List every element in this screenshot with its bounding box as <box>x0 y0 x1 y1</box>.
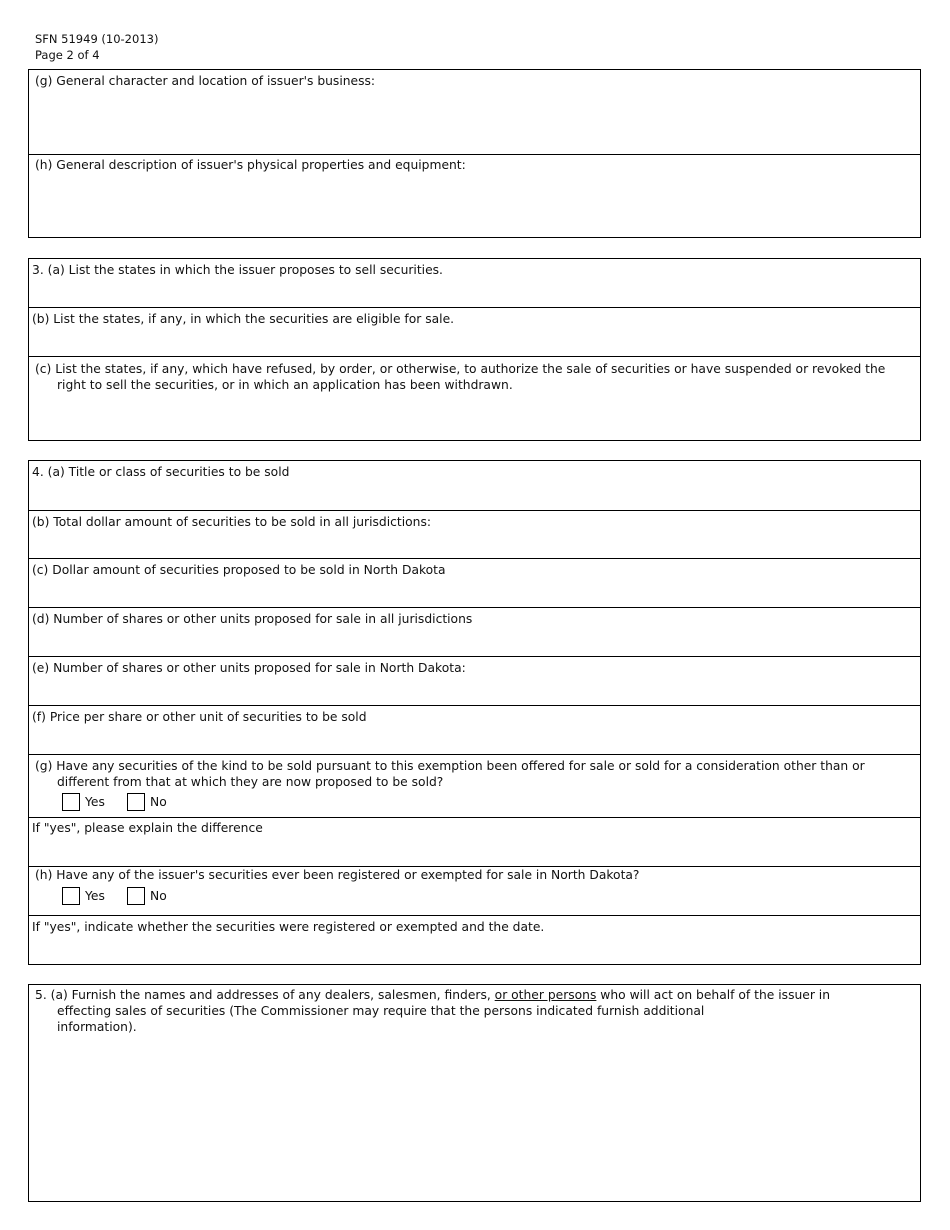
field-4d-label: (d) Number of shares or other units proposed for sale in all jurisdictions <box>32 612 473 626</box>
field-4b-label: (b) Total dollar amount of securities to be sold in all jurisdictions: <box>32 515 431 529</box>
field-5a-underlined: or other persons <box>494 988 597 1002</box>
section-4-box <box>28 460 921 965</box>
field-4h-indicate[interactable] <box>29 915 920 964</box>
checkbox-4h-yes-label: Yes <box>85 889 105 903</box>
field-4e-label: (e) Number of shares or other units proposed for sale in North Dakota: <box>32 661 466 675</box>
page-number: Page 2 of 4 <box>35 48 100 62</box>
field-2h-label: (h) General description of issuer's physical properties and equipment: <box>35 158 466 172</box>
question-4g <box>29 754 920 818</box>
field-3c-line2: right to sell the securities, or in which an application has been withdrawn. <box>57 378 513 392</box>
field-4a[interactable] <box>29 461 920 510</box>
field-3c-label <box>35 361 890 393</box>
field-5a-line3: information). <box>57 1020 137 1034</box>
field-5a-line2: effecting sales of securities (The Commissioner may require that the persons indicated furnish additional <box>57 1004 705 1018</box>
field-3a-label: 3. (a) List the states in which the issuer proposes to sell securities. <box>32 263 443 277</box>
field-2h[interactable] <box>29 154 920 237</box>
field-4g-explain-label: If "yes", please explain the difference <box>32 821 263 835</box>
field-4f-label: (f) Price per share or other unit of securities to be sold <box>32 710 367 724</box>
field-4a-label: 4. (a) Title or class of securities to be sold <box>32 465 290 479</box>
field-4f[interactable] <box>29 705 920 754</box>
field-4h-indicate-label: If "yes", indicate whether the securities were registered or exempted and the date. <box>32 920 545 934</box>
question-4g-line2: different from that at which they are now proposed to be sold? <box>57 775 444 789</box>
field-3c[interactable] <box>29 356 920 440</box>
field-2g[interactable] <box>29 70 920 154</box>
checkbox-4g-yes-label: Yes <box>85 795 105 809</box>
field-5a-label <box>35 987 890 1035</box>
section-3-box <box>28 258 921 441</box>
question-4g-line1: (g) Have any securities of the kind to be sold pursuant to this exemption been offered for sale or sold for a consideration other than or <box>35 759 865 773</box>
field-4d[interactable] <box>29 607 920 656</box>
field-4b[interactable] <box>29 510 920 559</box>
field-3b[interactable] <box>29 307 920 356</box>
field-4g-explain[interactable] <box>29 817 920 866</box>
checkbox-4g-no-label: No <box>150 795 167 809</box>
field-4c[interactable] <box>29 558 920 607</box>
section-5-box[interactable] <box>28 984 921 1202</box>
form-number: SFN 51949 (10-2013) <box>35 32 159 46</box>
field-4e[interactable] <box>29 656 920 705</box>
section-2-box <box>28 69 921 238</box>
field-2g-label: (g) General character and location of issuer's business: <box>35 74 376 88</box>
field-3a[interactable] <box>29 259 920 308</box>
field-5a-line1 <box>35 987 890 1003</box>
field-5a-line1-pre: 5. (a) Furnish the names and addresses of any dealers, salesmen, finders, <box>35 988 495 1002</box>
field-3b-label: (b) List the states, if any, in which the securities are eligible for sale. <box>32 312 455 326</box>
field-5a-line1-post: who will act on behalf of the issuer in <box>596 988 831 1002</box>
question-4h-label: (h) Have any of the issuer's securities ever been registered or exempted for sale in North Dakota? <box>35 868 640 882</box>
question-4h <box>29 866 920 915</box>
checkbox-4h-no-label: No <box>150 889 167 903</box>
field-3c-line1: (c) List the states, if any, which have refused, by order, or otherwise, to authorize the sale of securities or have suspended or revoked the <box>35 362 886 376</box>
checkbox-4h-yes[interactable] <box>62 887 80 905</box>
question-4g-label <box>35 758 890 790</box>
checkbox-4g-yes[interactable] <box>62 793 80 811</box>
checkbox-4h-no[interactable] <box>127 887 145 905</box>
field-4c-label: (c) Dollar amount of securities proposed to be sold in North Dakota <box>32 563 446 577</box>
checkbox-4g-no[interactable] <box>127 793 145 811</box>
